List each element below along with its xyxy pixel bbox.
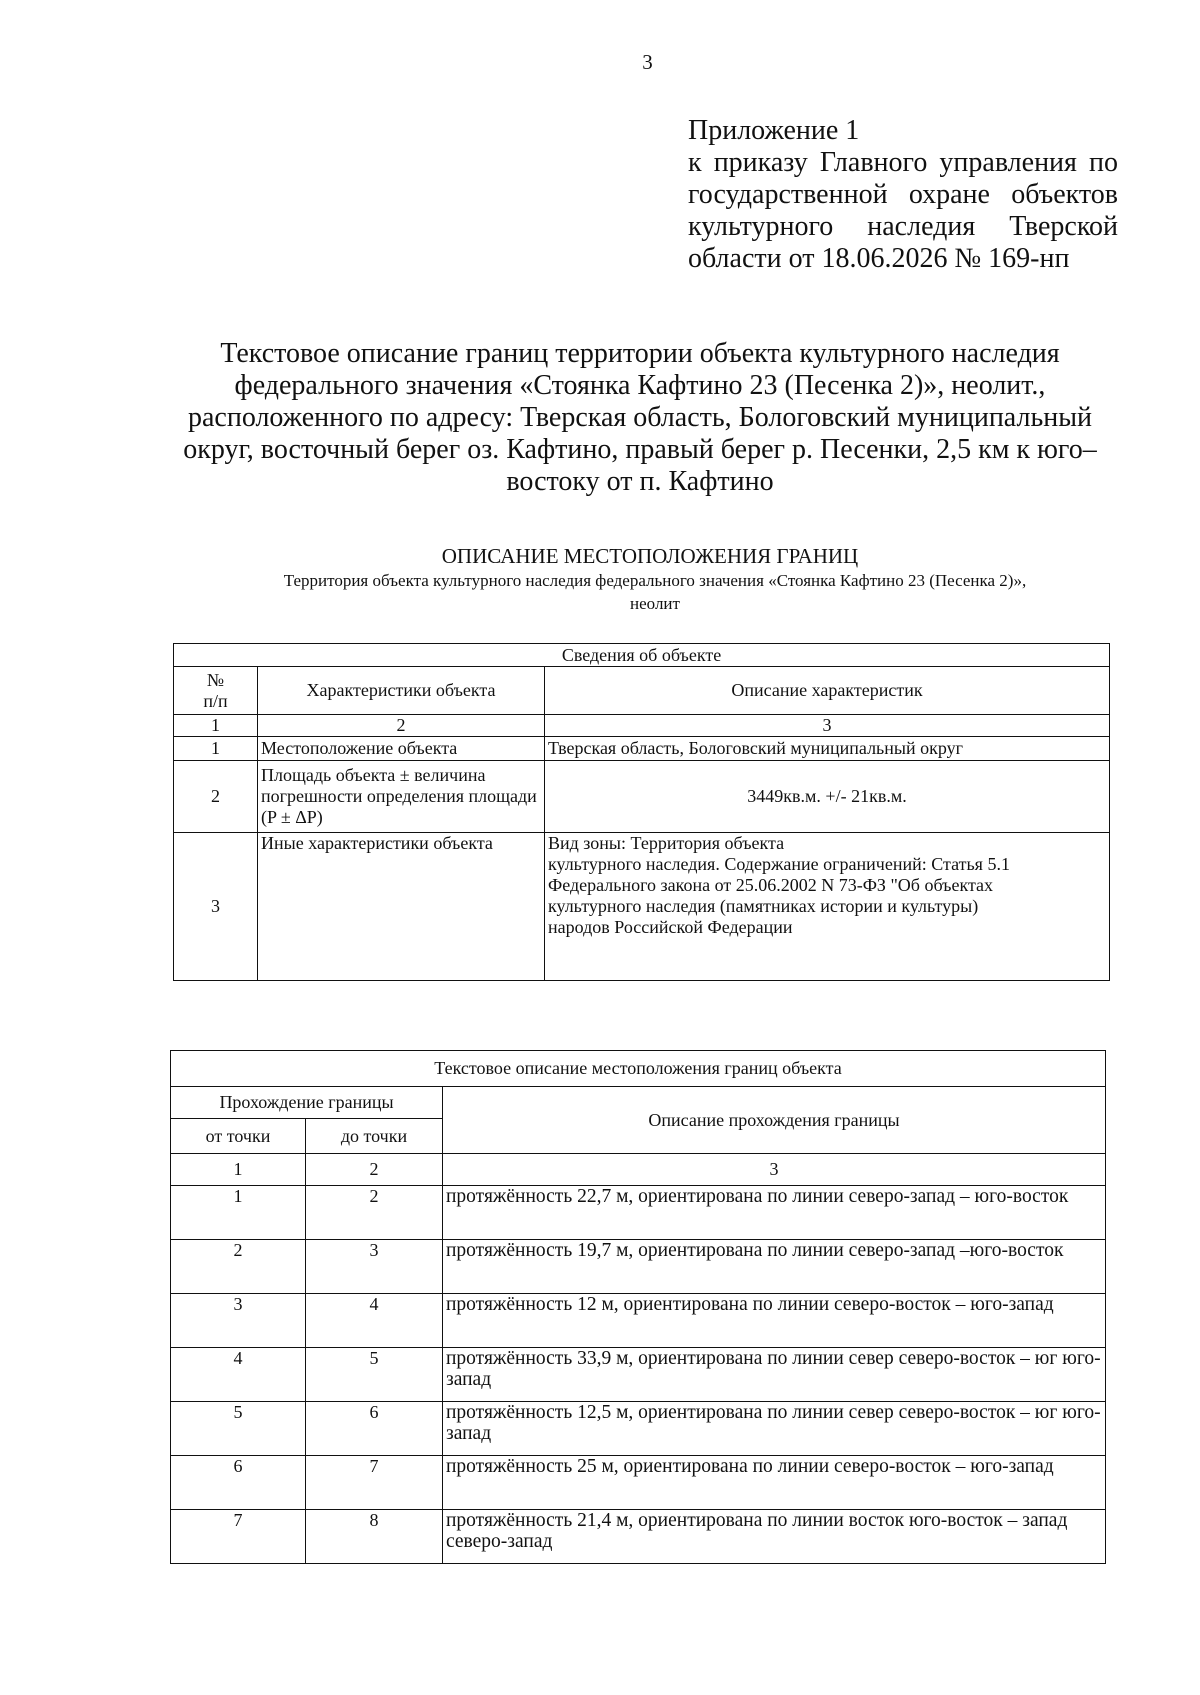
header-number: № п/п bbox=[174, 667, 258, 715]
row-characteristic: Иные характеристики объекта bbox=[258, 833, 545, 981]
section-subtitle-line: неолит bbox=[630, 594, 680, 613]
section-title: ОПИСАНИЕ МЕСТОПОЛОЖЕНИЯ ГРАНИЦ bbox=[441, 544, 859, 568]
index-cell: 2 bbox=[306, 1154, 443, 1186]
appendix-block bbox=[688, 115, 1118, 275]
document-title-line: расположенного по адресу: Тверская область, Бологовский муниципальный bbox=[187, 402, 1092, 433]
appendix-line: области от 18.06.2026 № 169-нп bbox=[688, 243, 1070, 274]
index-cell: 1 bbox=[174, 715, 258, 737]
table-row bbox=[174, 761, 1110, 833]
boundary-description: протяжённость 33,9 м, ориентирована по линии север северо-восток – юг юго-запад bbox=[443, 1348, 1106, 1402]
row-value: Тверская область, Бологовский муниципальный округ bbox=[545, 737, 1110, 761]
from-point: 3 bbox=[171, 1294, 306, 1348]
row-number: 1 bbox=[174, 737, 258, 761]
from-point: 5 bbox=[171, 1402, 306, 1456]
table-row bbox=[171, 1348, 1106, 1402]
table-row bbox=[171, 1240, 1106, 1294]
boundary-description: протяжённость 12 м, ориентирована по линии северо-восток – юго-запад bbox=[443, 1294, 1106, 1348]
to-point-header: до точки bbox=[306, 1119, 443, 1154]
table-row bbox=[171, 1510, 1106, 1564]
from-point: 7 bbox=[171, 1510, 306, 1564]
appendix-line: государственной охране объектов bbox=[688, 179, 1118, 210]
to-point: 4 bbox=[306, 1294, 443, 1348]
document-title-line: востоку от п. Кафтино bbox=[506, 466, 774, 497]
row-characteristic: Площадь объекта ± величина погрешности определения площади (P ± ΔP) bbox=[258, 761, 545, 833]
boundary-description: протяжённость 22,7 м, ориентирована по линии северо-запад – юго-восток bbox=[443, 1186, 1106, 1240]
from-point: 4 bbox=[171, 1348, 306, 1402]
boundary-group-header: Прохождение границы bbox=[171, 1087, 443, 1119]
page-number: 3 bbox=[642, 50, 653, 74]
row-characteristic: Местоположение объекта bbox=[258, 737, 545, 761]
document-title bbox=[165, 338, 1115, 498]
boundary-description-header: Описание прохождения границы bbox=[443, 1087, 1106, 1154]
table-row bbox=[171, 1456, 1106, 1510]
table-row bbox=[171, 1186, 1106, 1240]
table-row bbox=[171, 1294, 1106, 1348]
to-point: 2 bbox=[306, 1186, 443, 1240]
header-description: Описание характеристик bbox=[545, 667, 1110, 715]
boundary-table-caption: Текстовое описание местоположения границ объекта bbox=[171, 1051, 1106, 1087]
appendix-title: Приложение 1 bbox=[688, 115, 860, 146]
row-number: 2 bbox=[174, 761, 258, 833]
table-row bbox=[174, 737, 1110, 761]
boundary-description: протяжённость 21,4 м, ориентирована по линии восток юго-восток – запад северо-запад bbox=[443, 1510, 1106, 1564]
to-point: 3 bbox=[306, 1240, 443, 1294]
appendix-line: к приказу Главного управления по bbox=[688, 147, 1118, 178]
index-cell: 1 bbox=[171, 1154, 306, 1186]
header-characteristic: Характеристики объекта bbox=[258, 667, 545, 715]
row-value: Вид зоны: Территория объекта культурного наследия. Содержание ограничений: Статья 5.1 Федерального закона от 25.06.2002 N 73-ФЗ "Об объектах культурного наследия (памятниках истории и культуры) народов Российской Федерации bbox=[545, 833, 1110, 981]
section-subtitle bbox=[180, 569, 1130, 615]
row-number: 3 bbox=[174, 833, 258, 981]
from-point-header: от точки bbox=[171, 1119, 306, 1154]
index-cell: 3 bbox=[443, 1154, 1106, 1186]
boundary-description: протяжённость 19,7 м, ориентирована по линии северо-запад –юго-восток bbox=[443, 1240, 1106, 1294]
object-table-caption: Сведения об объекте bbox=[174, 644, 1110, 667]
from-point: 1 bbox=[171, 1186, 306, 1240]
object-info-table bbox=[173, 643, 1110, 981]
appendix-line: культурного наследия Тверской bbox=[688, 211, 1118, 242]
row-value: 3449кв.м. +/- 21кв.м. bbox=[545, 761, 1110, 833]
from-point: 2 bbox=[171, 1240, 306, 1294]
to-point: 7 bbox=[306, 1456, 443, 1510]
document-title-line: федерального значения «Стоянка Кафтино 23 (Песенка 2)», неолит., bbox=[234, 370, 1046, 401]
index-cell: 3 bbox=[545, 715, 1110, 737]
to-point: 5 bbox=[306, 1348, 443, 1402]
boundary-description: протяжённость 25 м, ориентирована по линии северо-восток – юго-запад bbox=[443, 1456, 1106, 1510]
boundary-description: протяжённость 12,5 м, ориентирована по линии север северо-восток – юг юго-запад bbox=[443, 1402, 1106, 1456]
boundary-table bbox=[170, 1050, 1106, 1564]
from-point: 6 bbox=[171, 1456, 306, 1510]
to-point: 6 bbox=[306, 1402, 443, 1456]
to-point: 8 bbox=[306, 1510, 443, 1564]
table-row bbox=[174, 833, 1110, 981]
document-title-line: Текстовое описание границ территории объекта культурного наследия bbox=[220, 338, 1060, 369]
table-row bbox=[171, 1402, 1106, 1456]
document-title-line: округ, восточный берег оз. Кафтино, правый берег р. Песенки, 2,5 км к юго– bbox=[183, 434, 1097, 465]
section-subtitle-line: Территория объекта культурного наследия федерального значения «Стоянка Кафтино 23 (Песенка 2)», bbox=[283, 571, 1027, 590]
index-cell: 2 bbox=[258, 715, 545, 737]
